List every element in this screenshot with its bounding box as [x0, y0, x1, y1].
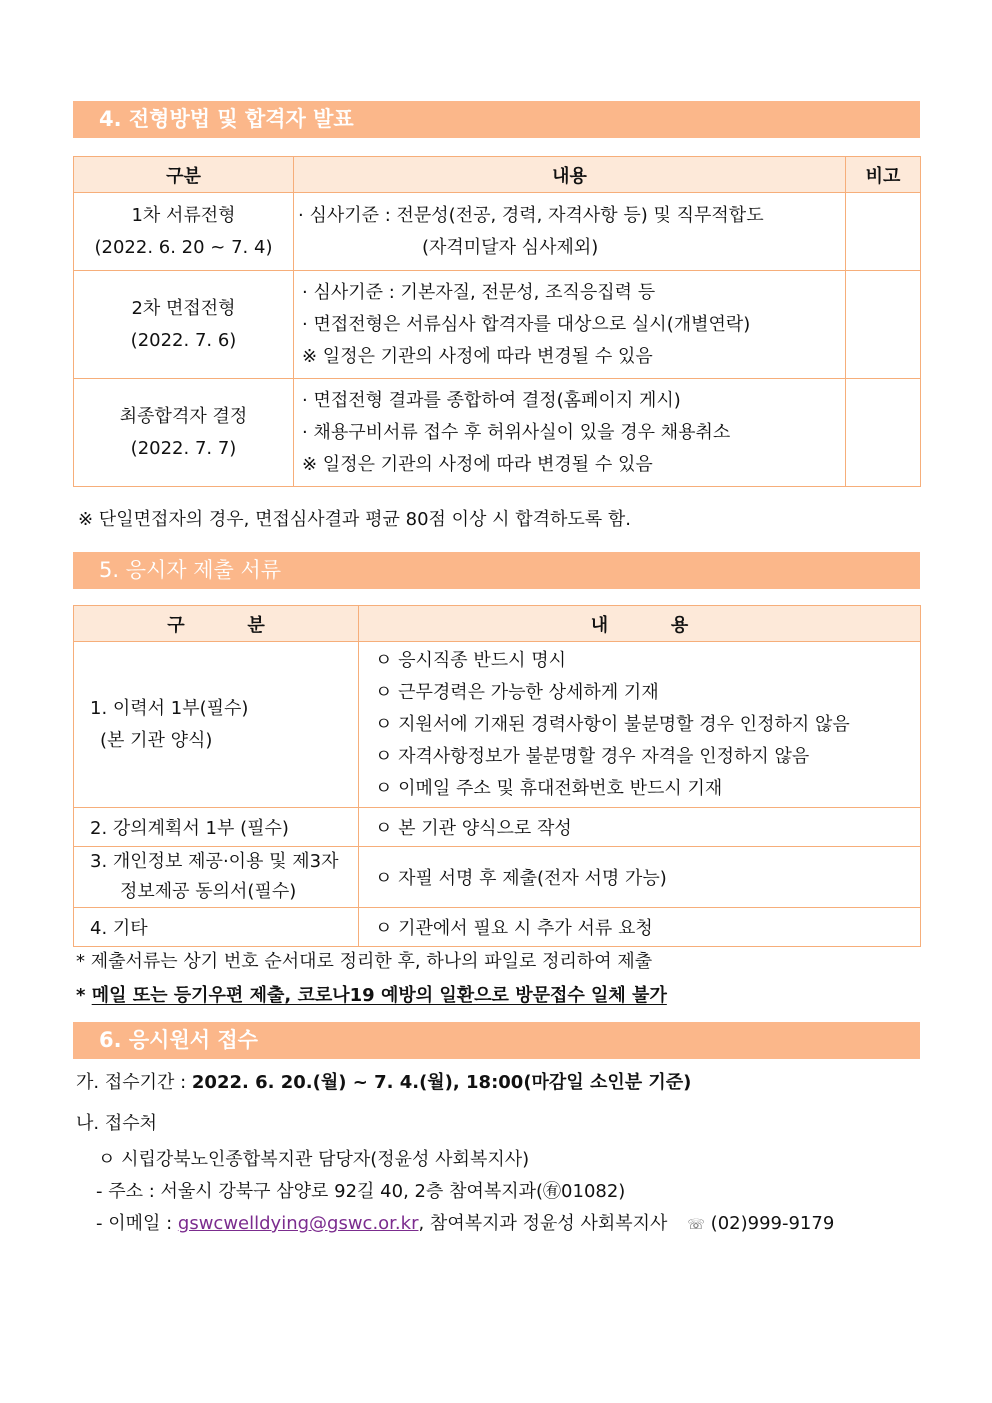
content-line: ※ 일정은 기관의 사정에 따라 변경될 수 있음: [302, 453, 653, 475]
address: - 주소 : 서울시 강북구 삼양로 92길 40, 2층 참여복지과(㊒01082): [96, 1181, 626, 1202]
stage-name: 최종합격자 결정: [119, 405, 248, 427]
section-5-header: 5. 응시자 제출 서류: [73, 552, 920, 589]
doc-name: 4. 기타: [74, 908, 359, 947]
table-row: [74, 642, 921, 808]
place-contact: ㅇ 시립강북노인종합복지관 담당자(정윤성 사회복지사): [98, 1149, 530, 1170]
doc-name: 2. 강의계획서 1부 (필수): [74, 808, 359, 847]
content-line: ㅇ 지원서에 기재된 경력사항이 불분명할 경우 인정하지 않음: [375, 713, 850, 735]
content-line: ㅇ 근무경력은 가능한 상세하게 기재: [375, 681, 659, 703]
stage-name: 1차 서류전형: [131, 204, 236, 226]
col-header: 비고: [846, 157, 921, 193]
email-label: - 이메일 :: [96, 1213, 178, 1234]
content-line: ㅇ 본 기관 양식으로 작성: [359, 808, 921, 847]
section-6-header: 6. 응시원서 접수: [73, 1022, 920, 1059]
period-label: 가. 접수기간 :: [76, 1072, 192, 1093]
content-line: ※ 일정은 기관의 사정에 따라 변경될 수 있음: [302, 345, 653, 367]
content-line: (자격미달자 심사제외): [422, 236, 599, 258]
submission-note: * 제출서류는 상기 번호 순서대로 정리한 후, 하나의 파일로 정리하여 제출: [76, 951, 653, 972]
phone-icon: ☏: [687, 1217, 705, 1233]
content-line: ㅇ 기관에서 필요 시 추가 서류 요청: [359, 908, 921, 947]
section-4-header: 4. 전형방법 및 합격자 발표: [73, 101, 920, 138]
note-cell: [846, 379, 921, 487]
content-line: · 면접전형 결과를 종합하여 결정(홈페이지 게시): [302, 389, 681, 411]
note-cell: [846, 193, 921, 271]
content-line: · 면접전형은 서류심사 합격자를 대상으로 실시(개별연락): [302, 313, 751, 335]
place-label: 나. 접수처: [76, 1113, 157, 1134]
content-line: · 심사기준 : 기본자질, 전문성, 조직응집력 등: [302, 281, 656, 303]
col-header: 구 분: [74, 606, 359, 642]
stage-date: (2022. 7. 7): [130, 437, 237, 459]
doc-note: (본 기관 양식): [100, 729, 213, 751]
table-row: [74, 847, 921, 908]
content-line: ㅇ 응시직종 반드시 명시: [375, 649, 567, 671]
table-row: [74, 379, 921, 487]
content-line: · 심사기준 : 전문성(전공, 경력, 자격사항 등) 및 직무적합도: [298, 204, 764, 226]
stage-date: (2022. 6. 20 ~ 7. 4): [94, 236, 273, 258]
table-row: [74, 193, 921, 271]
table-row: [74, 271, 921, 379]
footnote: ※ 단일면접자의 경우, 면접심사결과 평균 80점 이상 시 합격하도록 함.: [78, 509, 632, 530]
selection-table: [73, 156, 921, 487]
asterisk: *: [76, 985, 92, 1006]
col-header: 내 용: [359, 606, 921, 642]
col-header: 구분: [74, 157, 294, 193]
period-value: 2022. 6. 20.(월) ~ 7. 4.(월), 18:00(마감일 소인분 기준): [191, 1072, 692, 1093]
content-line: ㅇ 자필 서명 후 제출(전자 서명 가능): [359, 847, 921, 908]
doc-name: 3. 개인정보 제공·이용 및 제3자: [90, 851, 339, 872]
email-link[interactable]: gswcwelldying@gswc.or.kr: [177, 1213, 419, 1234]
warning-text: 메일 또는 등기우편 제출, 코로나19 예방의 일환으로 방문접수 일체 불가: [91, 985, 667, 1006]
content-line: · 채용구비서류 접수 후 허위사실이 있을 경우 채용취소: [302, 421, 731, 443]
content-line: ㅇ 이메일 주소 및 휴대전화번호 반드시 기재: [375, 777, 723, 799]
note-cell: [846, 271, 921, 379]
stage-name: 2차 면접전형: [131, 297, 236, 319]
documents-table: [73, 605, 921, 947]
stage-date: (2022. 7. 6): [130, 329, 237, 351]
content-line: ㅇ 자격사항정보가 불분명할 경우 자격을 인정하지 않음: [375, 745, 810, 767]
doc-name: 정보제공 동의서(필수): [120, 881, 297, 902]
contact-person: , 참여복지과 정윤성 사회복지사: [418, 1213, 668, 1234]
email-line: [96, 1209, 834, 1235]
period-line: [76, 1068, 691, 1094]
submission-warning: [76, 981, 667, 1007]
table-row: [74, 908, 921, 947]
phone-number: (02)999-9179: [710, 1213, 835, 1234]
table-row: [74, 808, 921, 847]
doc-name: 1. 이력서 1부(필수): [90, 697, 249, 719]
col-header: 내용: [294, 157, 846, 193]
